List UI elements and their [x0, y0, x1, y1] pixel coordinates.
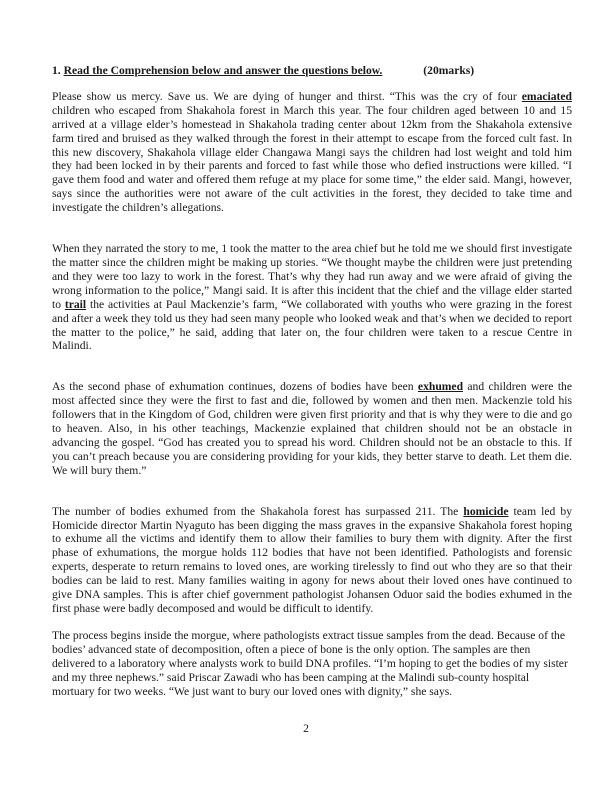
paragraph-1: [52, 90, 572, 215]
question-heading: [52, 64, 572, 78]
document-page: [52, 64, 572, 698]
keyword-emaciated: emaciated: [521, 89, 572, 103]
paragraph-2: [52, 242, 572, 353]
paragraph-text: The number of bodies exhumed from the Shakahola forest has surpassed 211. The: [52, 504, 464, 518]
paragraph-text: When they narrated the story to me, 1 took the matter to the area chief but he told me we should first investigate the matter since the children might be making up stories. “We thought maybe the children were just pretending and they were too lazy to work in the forest. That’s why they had run away and we were afraid of giving the wrong information to the police,” Mangi said. It is after this incident that the chief and the village elder started to: [52, 242, 572, 311]
paragraph-5: [52, 629, 572, 699]
question-marks: (20marks): [423, 64, 475, 77]
keyword-homicide: homicide: [463, 504, 509, 518]
paragraph-text: and children were the most affected since they were the first to fast and die, followed by women and then men. Mackenzie told his followers that in the Kingdom of God, children were given first priority and that is why they were to die and go to heaven. Also, in his other teachings, Mackenzie explained that children should not be an obstacle in advancing the gospel. “God has created you to spread his word. Children should not be an obstacle to this. If you can’t preach because you are considering providing for your kids, they better starve to death. Let them die. We will bury them.”: [52, 380, 572, 477]
paragraph-text: The process begins inside the morgue, where pathologists extract tissue samples from the dead. Because of the bodies’ advanced state of decomposition, often a piece of bone is the only option. The samples are then delivered to a laboratory where analysts work to build DNA profiles. “I’m hoping to get the bodies of my sister and my three nephews.” said Priscar Zawadi who has been camping at the Malindi sub-county hospital mortuary for two weeks. “We just want to bury our loved ones with dignity,” she says.: [52, 628, 568, 698]
paragraph-4: [52, 505, 572, 616]
paragraph-text: the activities at Paul Mackenzie’s farm, “We collaborated with youths who were grazing in the forest and after a week they told us they had seen many people who looked weak and that’s when we decided to report the matter to the police,” he said, adding that later on, the four children were taken to a rescue Centre in Malindi.: [52, 297, 572, 353]
paragraph-text: Please show us mercy. Save us. We are dying of hunger and thirst. “This was the cry of four: [52, 89, 522, 103]
paragraph-3: [52, 380, 572, 477]
page-number: 2: [303, 722, 309, 735]
paragraph-text: children who escaped from Shakahola forest in March this year. The four children aged between 10 and 15 arrived at a village elder’s homestead in Shakahola trading center about 12km from the Shakahola extensive farm tired and bruised as they walked through the forest in their attempt to escape from the forced cult fast. In this new discovery, Shakahola village elder Changawa Mangi says the children had lost weight and told him they had been locked in by their parents and forced to fast while those who defied instructions were killed. “I gave them food and water and offered them refuge at my place for some time,” the elder said. Mangi, however, says since the authorities were not aware of the cult activities in the forest, they decided to take time and investigate the children’s allegations.: [52, 103, 572, 215]
paragraph-text: team led by Homicide director Martin Nyaguto has been digging the mass graves in the expansive Shakahola forest hoping to exhume all the victims and identify them to allow their families to bury them with dignity. After the first phase of exhumations, the morgue holds 112 bodies that have not been identified. Pathologists and forensic experts, desperate to return remains to loved ones, are working tirelessly to find out who they are so that their bodies can be laid to rest. Many families waiting in agony for news about their loved ones have continued to give DNA samples. This is after chief government pathologist Johansen Oduor said the bodies exhumed in the first phase were badly decomposed and would be difficult to identify.: [52, 504, 572, 615]
question-number: 1.: [52, 64, 61, 77]
question-instruction: Read the Comprehension below and answer the questions below.: [63, 64, 383, 77]
paragraph-text: As the second phase of exhumation continues, dozens of bodies have been: [52, 380, 418, 394]
keyword-trail: trail: [64, 297, 87, 311]
keyword-exhumed: exhumed: [417, 380, 464, 394]
